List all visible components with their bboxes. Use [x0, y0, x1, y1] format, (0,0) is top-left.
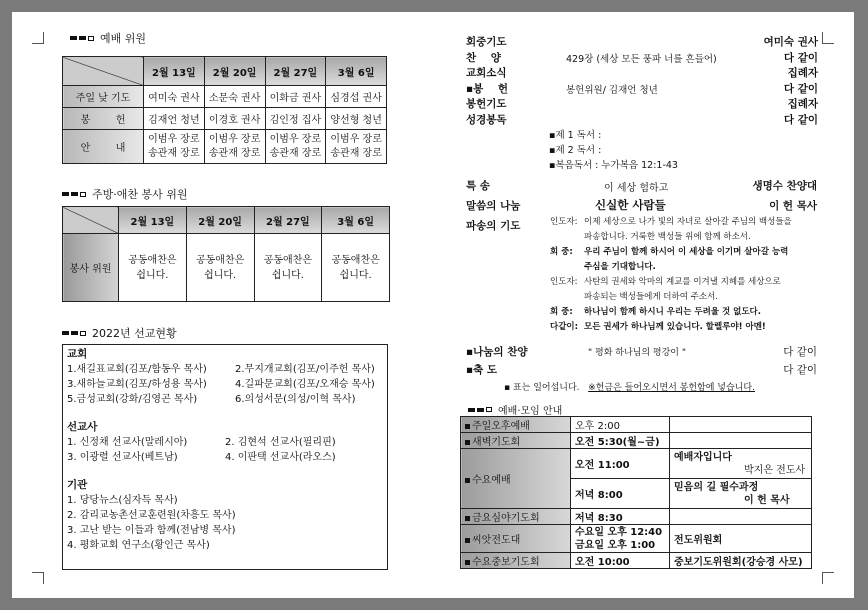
schedule-desc: 전도위원회 [670, 525, 812, 553]
table-cell: 심경섭 권사 [326, 86, 387, 108]
order-row [466, 34, 818, 50]
prayer-line [550, 230, 822, 245]
date-header: 2월 20일 [204, 57, 265, 86]
sermon-title: 신실한 사람들 [595, 198, 666, 212]
prayer-speaker: 인도자: [550, 217, 578, 227]
note: ▪ 표는 일어섭니다. ※헌금은 들어오시면서 봉헌함에 넣습니다. [504, 383, 755, 393]
list-item: 3. 이광렬 선교사(베트남) 4. 이판택 선교사(라오스) [67, 452, 336, 463]
list-item: 1.새길표교회(김포/함동우 목사) 2.무지개교회(김포/이주헌 목사) [67, 364, 375, 375]
order-label: 성경봉독 [466, 113, 507, 126]
blessing-label: ▪축 도 [466, 364, 498, 376]
kitchen-staff-table [62, 206, 390, 302]
order-leader: 다 같이 [783, 82, 818, 95]
table-cell: 이경호 권사 [204, 108, 265, 130]
prayer-text: 이제 세상으로 나가 빛의 자녀로 살아갈 주님의 백성들을 [584, 217, 792, 227]
sharing-hymn-label: ▪나눔의 찬양 [466, 346, 528, 358]
mission-box [62, 344, 388, 570]
table-cell: 공동애찬은 쉽니다. [119, 234, 187, 302]
order-leader: 다 같이 [783, 51, 818, 64]
schedule-name: 씨앗전도대 [461, 525, 571, 553]
table-corner-cell [63, 57, 144, 86]
prayer-text: 주심을 기대합니다. [584, 262, 656, 272]
schedule-name: 수요예배 [461, 449, 571, 509]
date-header: 2월 27일 [265, 57, 326, 86]
mission-heading: 2022년 선교현황 [62, 325, 177, 341]
order-leader: 다 같이 [783, 113, 818, 126]
order-of-service [466, 34, 818, 127]
prayer-line [550, 320, 822, 335]
crop-mark [822, 32, 834, 44]
list-item: 4. 평화교회 연구소(황인근 목사) [67, 540, 210, 551]
prayer-line [550, 260, 822, 275]
special-song: 이 세상 험하고 [604, 183, 669, 194]
schedule-name: 금요심야기도회 [461, 509, 571, 525]
list-item: 1. 신정채 선교사(말레시아) 2. 김현석 선교사(필리핀) [67, 437, 336, 448]
order-row [466, 65, 818, 81]
order-leader: 여미숙 권사 [763, 36, 818, 48]
table-cell: 이범우 장로 송관재 장로 [326, 130, 387, 164]
order-detail: 봉헌위원/ 김재언 청년 [566, 84, 658, 96]
date-header: 2월 13일 [144, 57, 205, 86]
schedule-desc [670, 433, 812, 449]
role-label: 주일 낮 기도 [63, 86, 144, 108]
order-row [466, 96, 818, 112]
crop-mark [822, 572, 834, 584]
sending-prayer [550, 215, 822, 335]
table-corner-cell [63, 207, 119, 234]
readings [549, 128, 678, 173]
prayer-line [550, 245, 822, 260]
org-heading: 기관 [67, 479, 88, 491]
reading-item: ▪복음독서 : 누가복음 12:1-43 [549, 160, 678, 171]
prayer-line [550, 290, 822, 305]
prayer-text: 사탄의 권세와 악마의 계교를 이겨낼 지혜를 세상으로 [584, 277, 781, 287]
order-label: 회중기도 [466, 36, 507, 48]
prayer-text: 파송되는 백성들에게 더하여 주소서. [584, 292, 718, 302]
heading-bullet-icon [62, 331, 86, 336]
prayer-speaker: 회 중: [550, 247, 573, 257]
order-leader: 집례자 [787, 98, 818, 110]
table-cell: 이범우 장로 송관재 장로 [265, 130, 326, 164]
prayer-speaker: 다같이: [550, 322, 579, 332]
missionary-heading: 선교사 [67, 421, 98, 433]
schedule-time: 오전 11:00 [571, 449, 670, 479]
reading-item: ▪제 1 독서 : [549, 130, 602, 141]
crop-mark [32, 32, 44, 44]
table-cell: 공동애찬은 쉽니다. [186, 234, 254, 302]
sending-prayer-label: 파송의 기도 [466, 220, 521, 232]
order-label: 봉헌기도 [466, 98, 507, 110]
sermon-label: 말씀의 나눔 [466, 200, 521, 212]
sharing-hymn-title: " 평화 하나님의 평강이 " [588, 348, 686, 358]
heading-bullet-icon [468, 407, 492, 412]
role-label: 봉사 위원 [63, 234, 119, 302]
order-row [466, 112, 818, 128]
table-cell: 이범우 장로 송관재 장로 [144, 130, 205, 164]
date-header: 2월 20일 [186, 207, 254, 234]
date-header: 2월 27일 [254, 207, 322, 234]
table-cell: 소문숙 권사 [204, 86, 265, 108]
schedule-time: 저녁 8:00 [571, 479, 670, 509]
special-label: 특 송 [466, 180, 490, 192]
order-row [466, 81, 818, 97]
list-item: 2. 감리교농촌선교훈련원(차흥도 목사) [67, 510, 236, 521]
list-item: 1. 당당뉴스(심자득 목사) [67, 495, 178, 506]
church-heading: 교회 [67, 348, 88, 360]
order-detail: 429장 (세상 모든 풍파 너를 흔들어) [566, 53, 717, 65]
worship-staff-table [62, 56, 387, 164]
list-item: 5.금성교회(강화/김영곤 목사) 6.의성서문(의성/이혁 목사) [67, 394, 356, 405]
list-item: 3. 고난 받는 이들과 함께(전남병 목사) [67, 525, 236, 536]
date-header: 2월 13일 [119, 207, 187, 234]
schedule-name: 주일오후예배 [461, 417, 571, 433]
worship-staff-heading: 예배 위원 [70, 30, 146, 46]
prayer-text: 파송합니다. 거룩한 백성들 위에 함께 하소서. [584, 232, 751, 242]
role-label: 안 내 [63, 130, 144, 164]
table-cell: 김재언 청년 [144, 108, 205, 130]
date-header: 3월 6일 [322, 207, 390, 234]
schedule-desc [670, 417, 812, 433]
special-performer: 생명수 찬양대 [752, 180, 817, 192]
table-cell: 이범우 장로 송관재 장로 [204, 130, 265, 164]
list-item: 3.새하늘교회(김포/하성용 목사) 4.길파문교회(김포/오재승 목사) [67, 379, 375, 390]
order-leader: 집례자 [787, 67, 818, 79]
order-label: 찬 양 [466, 51, 501, 64]
schedule-desc: 예배자입니다 박지은 전도사 [670, 449, 812, 479]
prayer-line [550, 275, 822, 290]
prayer-speaker: 회 중: [550, 307, 573, 317]
table-cell: 공동애찬은 쉽니다. [322, 234, 390, 302]
schedule-desc: 중보기도위원회(강승경 사모) [670, 553, 812, 569]
sharing-hymn-who: 다 같이 [783, 346, 817, 358]
sermon-preacher: 이 헌 목사 [769, 200, 817, 212]
prayer-text: 모든 권세가 하나님께 있습니다. 할렐루야! 아멘! [584, 322, 766, 332]
order-row [466, 50, 818, 66]
schedule-name: 수요중보기도회 [461, 553, 571, 569]
prayer-line [550, 305, 822, 320]
schedule-time: 저녁 8:30 [571, 509, 670, 525]
blessing-who: 다 같이 [783, 364, 817, 376]
schedule-desc [670, 509, 812, 525]
table-cell: 이화금 권사 [265, 86, 326, 108]
date-header: 3월 6일 [326, 57, 387, 86]
heading-bullet-icon [62, 192, 86, 197]
table-cell: 공동애찬은 쉽니다. [254, 234, 322, 302]
schedule-heading: 예배·모임 안내 [468, 402, 562, 417]
schedule-table [460, 416, 812, 569]
kitchen-staff-heading: 주방·애찬 봉사 위원 [62, 186, 188, 202]
schedule-desc: 믿음의 길 필수과정 이 헌 목사 [670, 479, 812, 509]
schedule-time: 수요일 오후 12:40 금요일 오후 1:00 [571, 525, 670, 553]
table-cell: 양선형 청년 [326, 108, 387, 130]
prayer-line [550, 215, 822, 230]
table-cell: 여미숙 권사 [144, 86, 205, 108]
schedule-name: 새벽기도회 [461, 433, 571, 449]
role-label: 봉 헌 [63, 108, 144, 130]
bulletin-page [12, 12, 854, 598]
order-label: 교회소식 [466, 67, 507, 79]
schedule-time: 오후 2:00 [571, 417, 670, 433]
table-cell: 김인정 집사 [265, 108, 326, 130]
prayer-text: 하나님이 함께 하시니 우리는 두려울 것 없도다. [584, 307, 761, 317]
crop-mark [32, 572, 44, 584]
schedule-time: 오전 5:30(월~금) [571, 433, 670, 449]
schedule-time: 오전 10:00 [571, 553, 670, 569]
prayer-text: 우리 주님이 함께 하시어 이 세상을 이기며 살아갈 능력 [584, 247, 789, 257]
prayer-speaker: 인도자: [550, 277, 578, 287]
reading-item: ▪제 2 독서 : [549, 145, 602, 156]
order-label: ▪봉 헌 [466, 82, 509, 95]
heading-bullet-icon [70, 36, 94, 41]
